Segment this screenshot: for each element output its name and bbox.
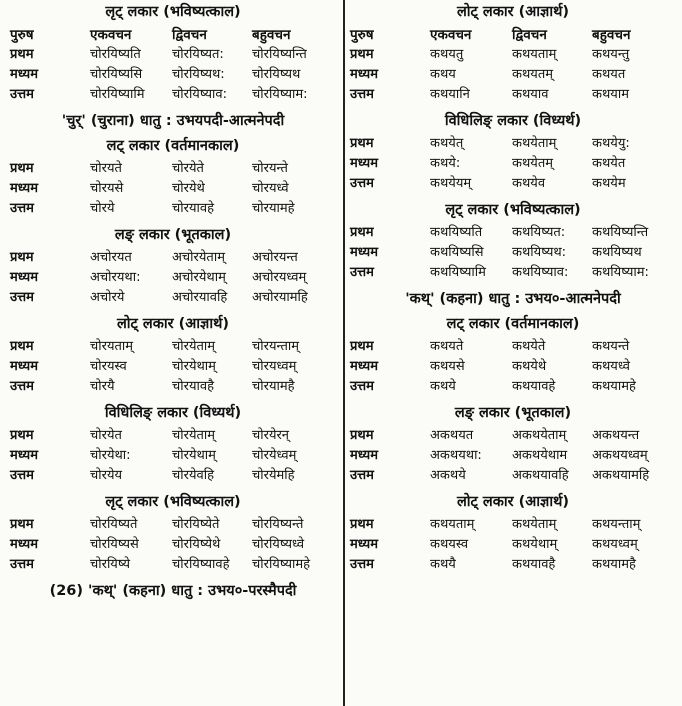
table-row xyxy=(10,555,336,575)
conjugation-cell: कथयाव xyxy=(512,87,549,102)
table-header-row xyxy=(10,25,336,45)
person-label: मध्यम xyxy=(10,181,38,196)
conjugation-cell: चोरयामहे xyxy=(252,201,295,216)
person-label: मध्यम xyxy=(10,270,38,285)
conjugation-cell: अकथयत xyxy=(430,428,474,443)
table-row xyxy=(10,515,336,535)
person-label: मध्यम xyxy=(10,448,38,463)
table-row xyxy=(350,535,676,555)
person-label: उत्तम xyxy=(350,468,374,483)
conjugation-cell: चोरयिष्यसि xyxy=(90,67,143,82)
conjugation-cell: कथयस्व xyxy=(430,537,469,552)
table-row xyxy=(10,377,336,397)
conjugation-cell: कथयावहे xyxy=(512,379,556,394)
table-row xyxy=(350,337,676,357)
conjugation-cell: अचोरयथा: xyxy=(90,270,141,285)
table-row xyxy=(350,357,676,377)
conjugation-cell: कथयिष्यथ: xyxy=(512,245,567,260)
section-heading: लट् लकार (वर्तमानकाल) xyxy=(446,316,580,332)
table-row xyxy=(350,45,676,65)
conjugation-cell: कथयध्वे xyxy=(592,359,630,374)
conjugation-cell: चोरयेथे xyxy=(172,181,205,196)
conjugation-cell: कथयेत् xyxy=(430,136,464,151)
person-label: मध्यम xyxy=(350,156,378,171)
conjugation-cell: कथयेताम् xyxy=(512,136,557,151)
conjugation-cell: बहुवचन xyxy=(592,27,631,43)
left-column xyxy=(10,0,336,604)
conjugation-cell: कथयताम् xyxy=(430,517,475,532)
table-row xyxy=(350,243,676,263)
conjugation-cell: अचोरयेताम् xyxy=(172,250,225,265)
conjugation-cell: चोरयेय xyxy=(90,468,123,483)
conjugation-cell: चोरयध्वे xyxy=(252,181,289,196)
person-label: उत्तम xyxy=(10,468,34,483)
table-row xyxy=(10,65,336,85)
person-label: उत्तम xyxy=(10,557,34,572)
conjugation-cell: चोरयेथाम् xyxy=(172,448,216,463)
person-label: उत्तम xyxy=(10,87,34,102)
person-label: प्रथम xyxy=(350,136,374,151)
table-row xyxy=(350,263,676,283)
section-heading: लोट् लकार (आज्ञार्थ) xyxy=(456,494,570,510)
person-label: प्रथम xyxy=(10,428,34,443)
person-label: उत्तम xyxy=(350,557,374,572)
conjugation-cell: अकथयामहि xyxy=(592,468,650,483)
conjugation-cell: चोरये xyxy=(90,201,115,216)
conjugation-cell: चोरयामहै xyxy=(252,379,295,394)
conjugation-cell: चोरयेथाम् xyxy=(172,359,216,374)
conjugation-cell: चोरयेताम् xyxy=(172,339,216,354)
conjugation-cell: चोरयिष्यन्ति xyxy=(252,47,307,62)
person-label: पुरुष xyxy=(10,27,34,43)
conjugation-cell: कथयतु xyxy=(430,47,464,62)
conjugation-cell: कथयिष्यामि xyxy=(430,265,486,280)
conjugation-cell: चोरयेताम् xyxy=(172,428,216,443)
conjugation-cell: कथयध्वम् xyxy=(592,537,638,552)
section-heading: लृट् लकार (भविष्यत्काल) xyxy=(445,202,581,218)
person-label: प्रथम xyxy=(350,517,374,532)
conjugation-cell: अचोरयेथाम् xyxy=(172,270,226,285)
conjugation-cell: एकवचन xyxy=(430,27,472,43)
conjugation-cell: कथयत xyxy=(592,67,626,82)
person-label: प्रथम xyxy=(10,47,34,62)
person-label: मध्यम xyxy=(350,537,378,552)
conjugation-cell: चोरयेमहि xyxy=(252,468,295,483)
conjugation-cell: कथयामहै xyxy=(592,557,636,572)
person-label: प्रथम xyxy=(350,225,374,240)
table-row xyxy=(10,199,336,219)
conjugation-cell: चोरयिष्यामहे xyxy=(252,557,311,572)
conjugation-cell: चोरयन्ते xyxy=(252,161,288,176)
conjugation-cell: अचोरये xyxy=(90,290,125,305)
table-row xyxy=(350,174,676,194)
section-heading: लृट् लकार (भविष्यत्काल) xyxy=(105,4,241,20)
right-column xyxy=(350,0,676,579)
conjugation-cell: चोरयिष्यावहे xyxy=(172,557,230,572)
conjugation-cell: अकथयन्त xyxy=(592,428,640,443)
conjugation-cell: कथये: xyxy=(430,156,461,171)
conjugation-cell: अकथयेथाम xyxy=(512,448,568,463)
conjugation-cell: चोरयावहै xyxy=(172,379,214,394)
conjugation-cell: चोरयिष्यत: xyxy=(172,47,224,62)
table-row xyxy=(350,377,676,397)
person-label: प्रथम xyxy=(350,428,374,443)
section-heading: लङ् लकार (भूतकाल) xyxy=(114,227,232,243)
conjugation-cell: चोरयिष्ये xyxy=(90,557,131,572)
conjugation-cell: कथयन्तु xyxy=(592,47,630,62)
table-row xyxy=(10,179,336,199)
conjugation-cell: चोरयेरन् xyxy=(252,428,290,443)
conjugation-cell: अचोरयध्वम् xyxy=(252,270,307,285)
conjugation-cell: कथयेव xyxy=(512,176,546,191)
conjugation-cell: चोरयताम् xyxy=(90,339,134,354)
person-label: उत्तम xyxy=(350,265,374,280)
conjugation-cell: अकथये xyxy=(430,468,466,483)
table-row xyxy=(10,45,336,65)
conjugation-cell: चोरयते xyxy=(90,161,122,176)
table-header-row xyxy=(350,25,676,45)
section-heading: विधिलिङ् लकार (विध्यर्थ) xyxy=(104,405,242,421)
conjugation-cell: कथयतम् xyxy=(512,67,554,82)
person-label: उत्तम xyxy=(350,87,374,102)
person-label: प्रथम xyxy=(10,250,34,265)
table-row xyxy=(10,426,336,446)
table-row xyxy=(350,426,676,446)
conjugation-cell: अचोरयत xyxy=(90,250,132,265)
conjugation-cell: अकथयध्वम् xyxy=(592,448,648,463)
section-heading: (26) 'कथ्' (कहना) धातु : उभय०-परस्मैपदी xyxy=(49,583,297,599)
table-row xyxy=(10,466,336,486)
conjugation-cell: बहुवचन xyxy=(252,27,291,43)
table-row xyxy=(10,85,336,105)
conjugation-cell: चोरयावहे xyxy=(172,201,214,216)
table-row xyxy=(10,268,336,288)
conjugation-cell: अचोरयन्त xyxy=(252,250,298,265)
section-heading: लङ् लकार (भूतकाल) xyxy=(454,405,572,421)
person-label: प्रथम xyxy=(10,161,34,176)
conjugation-cell: कथय xyxy=(430,67,456,82)
conjugation-cell: चोरयिष्याम: xyxy=(252,87,308,102)
conjugation-cell: कथयिष्याम: xyxy=(592,265,649,280)
conjugation-cell: चोरयिष्यथ: xyxy=(172,67,225,82)
section-heading: लोट् लकार (आज्ञार्थ) xyxy=(456,4,570,20)
conjugation-cell: चोरयिष्येते xyxy=(172,517,220,532)
table-row xyxy=(10,159,336,179)
table-row xyxy=(10,535,336,555)
table-row xyxy=(10,288,336,308)
conjugation-cell: कथयेयम् xyxy=(430,176,472,191)
table-row xyxy=(10,248,336,268)
person-label: प्रथम xyxy=(10,517,34,532)
person-label: मध्यम xyxy=(350,67,378,82)
conjugation-cell: चोरयिष्यन्ते xyxy=(252,517,304,532)
table-row xyxy=(350,515,676,535)
person-label: उत्तम xyxy=(10,201,34,216)
conjugation-cell: चोरयिष्यध्वे xyxy=(252,537,305,552)
table-row xyxy=(350,65,676,85)
conjugation-cell: चोरयेवहि xyxy=(172,468,214,483)
conjugation-cell: अकथयावहि xyxy=(512,468,569,483)
table-row xyxy=(350,134,676,154)
conjugation-cell: अचोरयावहि xyxy=(172,290,228,305)
conjugation-cell: चोरयिष्यते xyxy=(90,517,138,532)
table-row xyxy=(350,154,676,174)
conjugation-cell: कथयिष्यन्ति xyxy=(592,225,649,240)
conjugation-cell: कथयेतम् xyxy=(512,156,554,171)
conjugation-cell: कथयाम xyxy=(592,87,629,102)
person-label: पुरुष xyxy=(350,27,374,43)
conjugation-cell: कथयेते xyxy=(512,339,546,354)
section-heading: विधिलिङ् लकार (विध्यर्थ) xyxy=(444,113,582,129)
conjugation-cell: कथयिष्यसि xyxy=(430,245,484,260)
person-label: उत्तम xyxy=(10,379,34,394)
conjugation-cell: कथयन्ते xyxy=(592,339,630,354)
conjugation-cell: चोरयेते xyxy=(172,161,204,176)
conjugation-cell: कथयेताम् xyxy=(512,517,557,532)
conjugation-cell: चोरयिष्यामि xyxy=(90,87,145,102)
person-label: उत्तम xyxy=(10,290,34,305)
conjugation-cell: चोरयिष्याव: xyxy=(172,87,227,102)
conjugation-cell: कथयेम xyxy=(592,176,626,191)
conjugation-cell: कथयेयु: xyxy=(592,136,630,151)
conjugation-cell: अकथयथा: xyxy=(430,448,482,463)
section-heading: लोट् लकार (आज्ञार्थ) xyxy=(116,316,230,332)
section-heading: लट् लकार (वर्तमानकाल) xyxy=(106,138,240,154)
conjugation-cell: चोरयध्वम् xyxy=(252,359,297,374)
conjugation-cell: अकथयेताम् xyxy=(512,428,567,443)
conjugation-cell: द्विवचन xyxy=(172,27,207,43)
section-heading: 'कथ्' (कहना) धातु : उभय०-आत्मनेपदी xyxy=(405,291,621,307)
table-row xyxy=(350,555,676,575)
conjugation-cell: कथयन्ताम् xyxy=(592,517,641,532)
conjugation-cell: कथये xyxy=(430,379,456,394)
column-divider xyxy=(343,0,345,706)
person-label: उत्तम xyxy=(350,379,374,394)
conjugation-cell: कथयामहे xyxy=(592,379,636,394)
table-row xyxy=(10,446,336,466)
person-label: मध्यम xyxy=(10,359,38,374)
conjugation-cell: अचोरयामहि xyxy=(252,290,308,305)
conjugation-cell: चोरयिष्यति xyxy=(90,47,141,62)
conjugation-cell: चोरयसे xyxy=(90,181,124,196)
person-label: प्रथम xyxy=(10,339,34,354)
conjugation-cell: एकवचन xyxy=(90,27,132,43)
conjugation-cell: चोरयेथा: xyxy=(90,448,131,463)
conjugation-cell: कथयसे xyxy=(430,359,465,374)
conjugation-cell: कथयेथे xyxy=(512,359,547,374)
conjugation-cell: कथयै xyxy=(430,557,456,572)
conjugation-cell: कथयावहै xyxy=(512,557,556,572)
conjugation-cell: चोरयिष्यसे xyxy=(90,537,139,552)
conjugation-cell: कथयानि xyxy=(430,87,470,102)
conjugation-cell: चोरयन्ताम् xyxy=(252,339,300,354)
conjugation-cell: कथयिष्यति xyxy=(430,225,483,240)
conjugation-cell: द्विवचन xyxy=(512,27,547,43)
conjugation-cell: कथयताम् xyxy=(512,47,557,62)
person-label: मध्यम xyxy=(350,359,378,374)
person-label: प्रथम xyxy=(350,339,374,354)
section-heading: लृट् लकार (भविष्यत्काल) xyxy=(105,494,241,510)
table-row xyxy=(350,446,676,466)
conjugation-cell: चोरयिष्येथे xyxy=(172,537,221,552)
conjugation-cell: चोरयै xyxy=(90,379,115,394)
section-heading: 'चुर्' (चुराना) धातु : उभयपदी-आत्मनेपदी xyxy=(61,113,285,129)
conjugation-cell: कथयेत xyxy=(592,156,626,171)
conjugation-cell: कथयेथाम् xyxy=(512,537,558,552)
person-label: मध्यम xyxy=(10,67,38,82)
person-label: उत्तम xyxy=(350,176,374,191)
table-row xyxy=(350,223,676,243)
person-label: प्रथम xyxy=(350,47,374,62)
conjugation-cell: चोरयेध्वम् xyxy=(252,448,297,463)
table-row xyxy=(10,337,336,357)
conjugation-cell: कथयिष्यथ xyxy=(592,245,642,260)
person-label: मध्यम xyxy=(350,245,378,260)
conjugation-cell: कथयते xyxy=(430,339,464,354)
table-row xyxy=(10,357,336,377)
conjugation-cell: कथयिष्यत: xyxy=(512,225,566,240)
conjugation-cell: कथयिष्याव: xyxy=(512,265,569,280)
conjugation-cell: चोरयेत xyxy=(90,428,122,443)
person-label: मध्यम xyxy=(350,448,378,463)
conjugation-cell: चोरयस्व xyxy=(90,359,127,374)
table-row xyxy=(350,85,676,105)
table-row xyxy=(350,466,676,486)
person-label: मध्यम xyxy=(10,537,38,552)
conjugation-cell: चोरयिष्यथ xyxy=(252,67,301,82)
